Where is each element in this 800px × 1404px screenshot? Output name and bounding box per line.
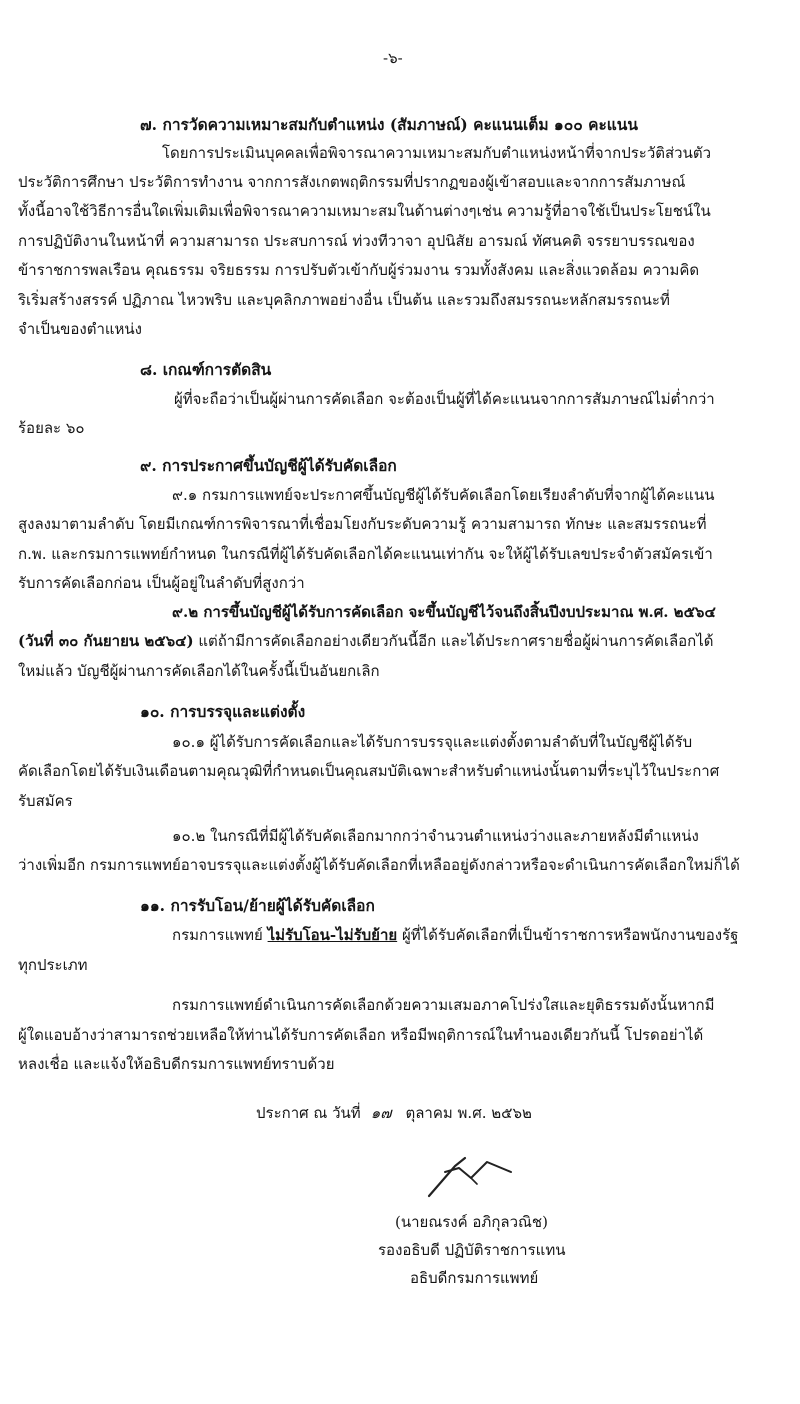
section-7-line: ริเริ่มสร้างสรรค์ ปฏิภาณ ไหวพริบ และบุคลิกภาพอย่างอื่น เป็นต้น และรวมถึงสมรรถนะหลักสมรรถนะที่ bbox=[18, 291, 670, 309]
section-10-1-line: ๑๐.๑ ผู้ได้รับการคัดเลือกและได้รับการบรรจุและแต่งตั้งตามลำดับที่ในบัญชีผู้ได้รับ bbox=[172, 733, 693, 751]
section-10-heading: ๑๐. การบรรจุและแต่งตั้ง bbox=[140, 702, 306, 721]
section-7-line: โดยการประเมินบุคคลเพื่อพิจารณาความเหมาะสมกับตำแหน่งหน้าที่จากประวัติส่วนตัว bbox=[162, 144, 711, 162]
section-11-text: กรมการแพทย์ bbox=[172, 926, 268, 944]
notice-line: กรมการแพทย์ดำเนินการคัดเลือกด้วยความเสมอภาคโปร่งใสและยุติธรรมดังนั้นหากมี bbox=[172, 996, 715, 1014]
section-10-2-line: ๑๐.๒ ในกรณีที่มีผู้ได้รับคัดเลือกมากกว่าจำนวนตำแหน่งว่างและภายหลังมีตำแหน่ง bbox=[172, 827, 699, 845]
notice-line: ผู้ใดแอบอ้างว่าสามารถช่วยเหลือให้ท่านได้รับการคัดเลือก หรือมีพฤติการณ์ในทำนองเดียวกันนี้ โปรดอย่าได้ bbox=[18, 1026, 704, 1044]
section-7-heading: ๗. การวัดความเหมาะสมกับตำแหน่ง (สัมภาษณ์) คะแนนเต็ม ๑๐๐ คะแนน bbox=[140, 115, 638, 134]
section-8-line: ผู้ที่จะถือว่าเป็นผู้ผ่านการคัดเลือก จะต้องเป็นผู้ที่ได้คะแนนจากการสัมภาษณ์ไม่ต่ำกว่า bbox=[174, 390, 715, 408]
section-11-text: ผู้ที่ได้รับคัดเลือกที่เป็นข้าราชการหรือพนักงานของรัฐ bbox=[397, 926, 739, 944]
section-7-line: การปฏิบัติงานในหน้าที่ ความสามารถ ประสบการณ์ ท่วงทีวาจา อุปนิสัย อารมณ์ ทัศนคติ จรรยาบรรณของ bbox=[18, 232, 695, 250]
section-7-line: ข้าราชการพลเรือน คุณธรรม จริยธรรม การปรับตัวเข้ากับผู้ร่วมงาน รวมทั้งสังคม และสิ่งแวดล้อม ความคิด bbox=[18, 261, 700, 279]
signatory-title: อธิบดีกรมการแพทย์ bbox=[410, 1269, 539, 1287]
section-11-heading: ๑๑. การรับโอน/ย้ายผู้ได้รับคัดเลือก bbox=[140, 896, 375, 915]
section-11-no-transfer: ไม่รับโอน-ไม่รับย้าย bbox=[267, 926, 398, 944]
section-9-heading: ๙. การประกาศขึ้นบัญชีผู้ได้รับคัดเลือก bbox=[140, 456, 397, 475]
notice-line: หลงเชื่อ และแจ้งให้อธิบดีกรมการแพทย์ทราบด้วย bbox=[18, 1055, 335, 1073]
section-9-2-line bbox=[18, 631, 714, 651]
section-9-2-line: ใหม่แล้ว บัญชีผู้ผ่านการคัดเลือกได้ในครั้งนี้เป็นอันยกเลิก bbox=[18, 662, 380, 680]
section-10-1-line: รับสมัคร bbox=[18, 792, 73, 810]
section-7-line: ทั้งนี้อาจใช้วิธีการอื่นใดเพิ่มเติมเพื่อพิจารณาความเหมาะสมในด้านต่างๆเช่น ความรู้ที่อาจใช้เป็นประโยชน์ใน bbox=[18, 202, 711, 220]
page-number: -๖- bbox=[383, 49, 403, 67]
announce-prefix: ประกาศ ณ วันที่ bbox=[256, 1104, 361, 1122]
signatory-title: รองอธิบดี ปฏิบัติราชการแทน bbox=[378, 1241, 566, 1259]
section-9-2-line: ๙.๒ การขึ้นบัญชีผู้ได้รับการคัดเลือก จะขึ้นบัญชีไว้จนถึงสิ้นปีงบประมาณ พ.ศ. ๒๕๖๔ bbox=[172, 603, 716, 621]
section-8-line: ร้อยละ ๖๐ bbox=[18, 419, 85, 437]
section-9-1-line: สูงลงมาตามลำดับ โดยมีเกณฑ์การพิจารณาที่เชื่อมโยงกับระดับความรู้ ความสามารถ ทักษะ และสมรรถนะที่ bbox=[18, 515, 707, 533]
section-10-1-line: คัดเลือกโดยได้รับเงินเดือนตามคุณวุฒิที่กำหนดเป็นคุณสมบัติเฉพาะสำหรับตำแหน่งนั้นตามที่ระบุไว้ในประกาศ bbox=[18, 762, 720, 780]
announce-date bbox=[256, 1103, 532, 1123]
section-9-2-date: (วันที่ ๓๐ กันยายน ๒๕๖๔) bbox=[18, 632, 194, 650]
section-8-heading: ๘. เกณฑ์การตัดสิน bbox=[140, 360, 272, 379]
section-11-line bbox=[172, 925, 738, 945]
section-11-line: ทุกประเภท bbox=[18, 956, 88, 974]
announce-day: ๑๗ bbox=[370, 1104, 392, 1122]
signature-mark bbox=[415, 1138, 525, 1208]
section-9-1-line: ก.พ. และกรมการแพทย์กำหนด ในกรณีที่ผู้ได้รับคัดเลือกได้คะแนนเท่ากัน จะให้ผู้ได้รับเลขประจำตัวสมัครเข้า bbox=[18, 545, 713, 563]
section-9-1-line: รับการคัดเลือกก่อน เป็นผู้อยู่ในลำดับที่สูงกว่า bbox=[18, 574, 305, 592]
section-9-2-rest: แต่ถ้ามีการคัดเลือกอย่างเดียวกันนี้อีก และได้ประกาศรายชื่อผู้ผ่านการคัดเลือกได้ bbox=[193, 632, 714, 650]
section-9-1-line: ๙.๑ กรมการแพทย์จะประกาศขึ้นบัญชีผู้ได้รับคัดเลือกโดยเรียงลำดับที่จากผู้ได้คะแนน bbox=[172, 486, 715, 504]
announce-suffix: ตุลาคม พ.ศ. ๒๕๖๒ bbox=[405, 1104, 532, 1122]
section-7-line: จำเป็นของตำแหน่ง bbox=[18, 320, 142, 338]
section-7-line: ประวัติการศึกษา ประวัติการทำงาน จากการสังเกตพฤติกรรมที่ปรากฏของผู้เข้าสอบและจากการสัมภาษณ์ bbox=[18, 173, 686, 191]
section-10-2-line: ว่างเพิ่มอีก กรมการแพทย์อาจบรรจุและแต่งตั้งผู้ได้รับคัดเลือกที่เหลืออยู่ดังกล่าวหรือจะดำเนินการคัดเลือกใหม่ก็ได้ bbox=[18, 856, 740, 874]
signatory-name: (นายณรงค์ อภิกุลวณิช) bbox=[395, 1213, 548, 1231]
